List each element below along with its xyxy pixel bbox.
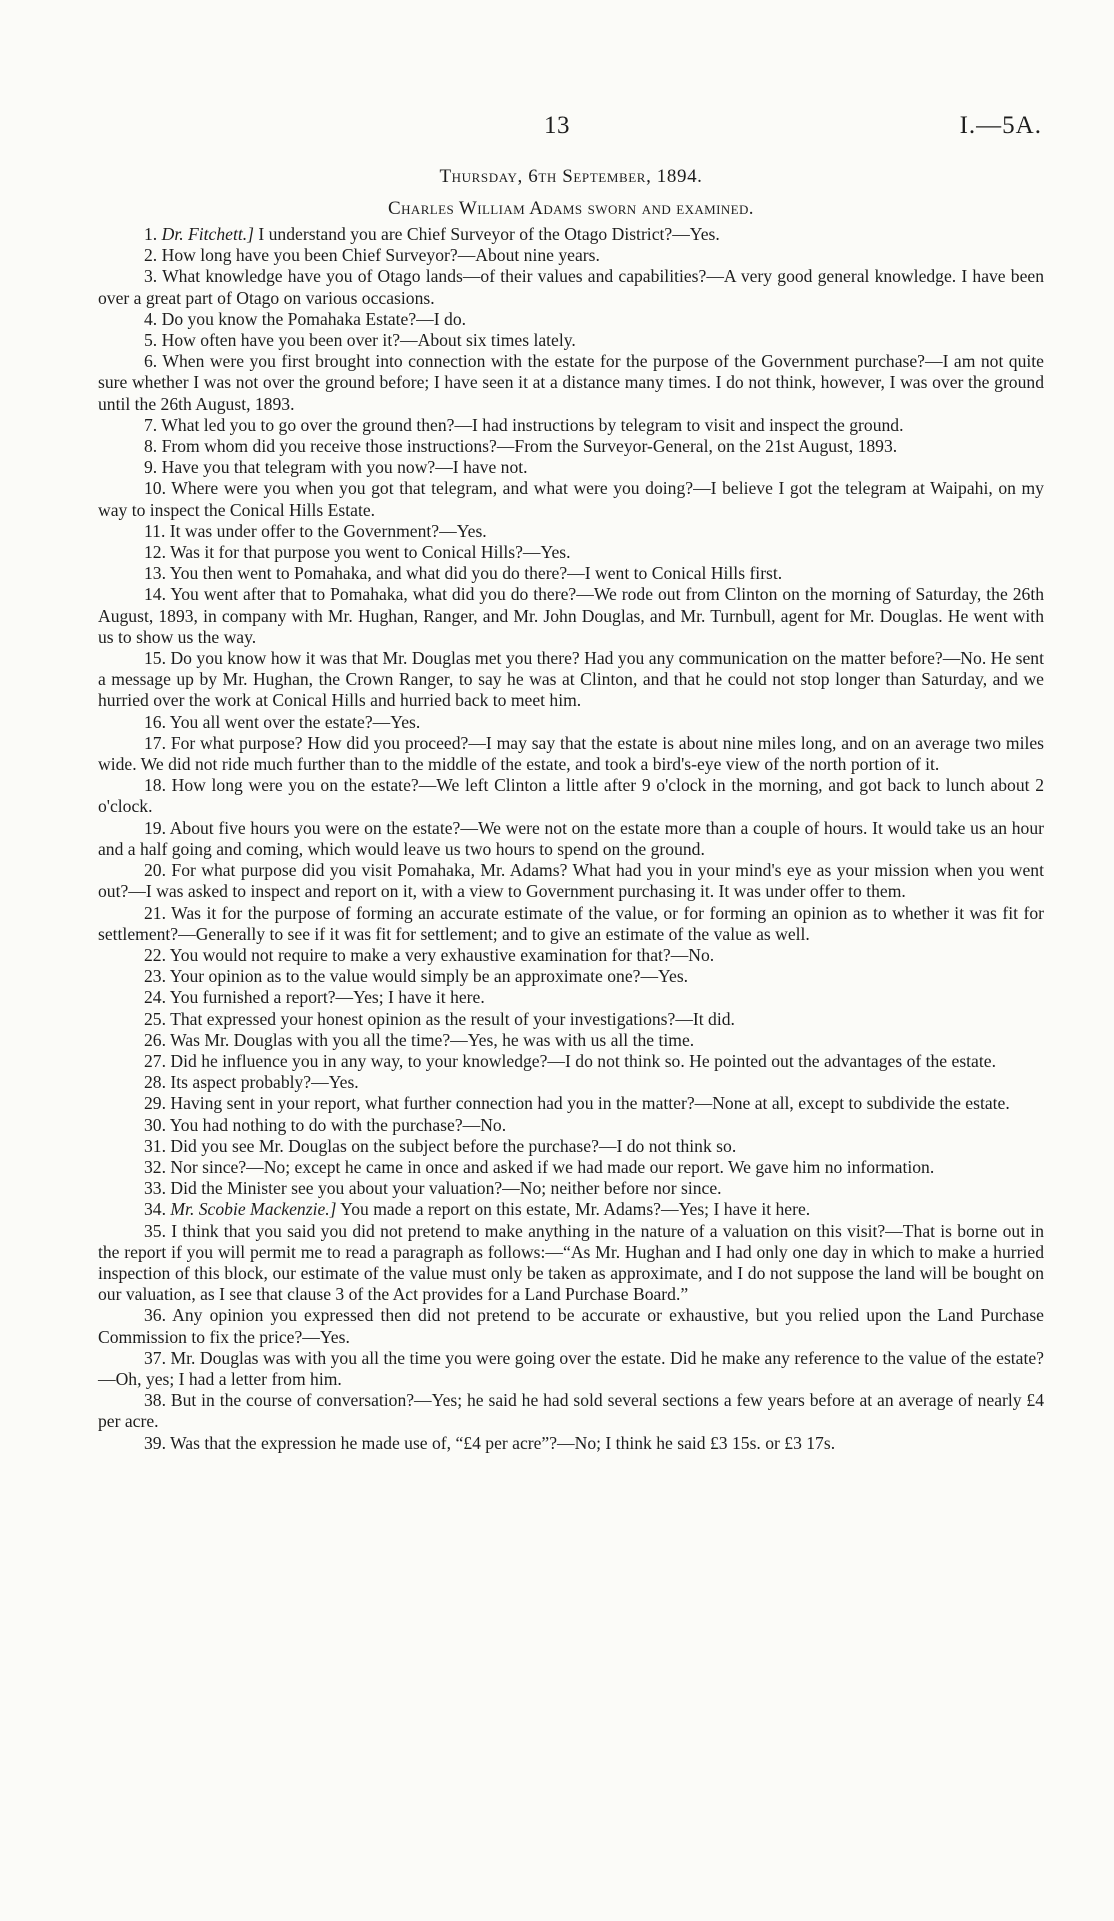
qa-paragraph xyxy=(98,457,1044,478)
qa-paragraph xyxy=(98,818,1044,860)
session-date-heading: Thursday, 6th September, 1894. xyxy=(439,166,703,187)
qa-paragraph xyxy=(98,330,1044,351)
qa-paragraph xyxy=(98,436,1044,457)
question-answer-text: You went after that to Pomahaka, what did you do there?—We rode out from Clinton on the morning of Saturday, the 26th August, 1893, in company with Mr. Hughan, Ranger, and Mr. John Douglas, and Mr. Turnbull, agent for Mr. Douglas. He went with us to show us the way. xyxy=(98,584,1045,647)
question-answer-text: Any opinion you expressed then did not pretend to be accurate or exhaustive, but you relied upon the Land Purchase Commission to fix the price?—Yes. xyxy=(98,1305,1044,1347)
qa-paragraph xyxy=(98,1051,1044,1072)
qa-paragraph xyxy=(98,584,1044,648)
qa-paragraph xyxy=(98,966,1044,987)
question-number: 2. xyxy=(144,245,158,266)
question-number: 31. xyxy=(144,1135,166,1156)
qa-paragraph xyxy=(98,224,1044,245)
question-answer-text: Mr. Douglas was with you all the time you were going over the estate. Did he make any reference to the value of the estate?—Oh, yes; I had a letter from him. xyxy=(98,1347,1044,1389)
qa-paragraph xyxy=(98,1115,1044,1136)
question-answer-text: For what purpose? How did you proceed?—I may say that the estate is about nine miles long, and on an average two miles wide. We did not ride much further than to the middle of the estate, and took a bird's-eye view of the north portion of it. xyxy=(98,732,1045,775)
question-number: 23. xyxy=(144,966,166,987)
qa-paragraph xyxy=(98,266,1044,308)
qa-paragraph xyxy=(98,1178,1044,1199)
question-answer-text: Was that the expression he made use of, “£4 per acre”?—No; I think he said £3 15s. or £3 17s. xyxy=(170,1432,836,1453)
question-answer-text: You furnished a report?—Yes; I have it here. xyxy=(169,987,485,1008)
question-answer-text: But in the course of conversation?—Yes; he said he had sold several sections a few years before at an average of nearly £4 per acre. xyxy=(98,1390,1045,1432)
question-number: 18. xyxy=(144,775,166,796)
question-answer-text: You all went over the estate?—Yes. xyxy=(169,711,421,732)
qa-paragraph xyxy=(98,903,1044,945)
document-reference: I.—5A. xyxy=(959,112,1042,139)
question-answer-text: What led you to go over the ground then?—I had instructions by telegram to visit and inspect the ground. xyxy=(161,414,904,435)
qa-paragraph xyxy=(98,309,1044,330)
question-number: 35. xyxy=(144,1220,166,1241)
question-answer-text: How often have you been over it?—About six times lately. xyxy=(161,330,576,351)
qa-paragraph xyxy=(98,1093,1044,1114)
question-answer-text: Nor since?—No; except he came in once and asked if we had made our report. We gave him no information. xyxy=(170,1156,935,1177)
question-answer-text: Did you see Mr. Douglas on the subject before the purchase?—I do not think so. xyxy=(170,1135,737,1156)
question-answer-text: Did the Minister see you about your valuation?—No; neither before nor since. xyxy=(170,1178,722,1199)
question-number: 24. xyxy=(144,987,166,1008)
qa-paragraph xyxy=(98,945,1044,966)
qa-paragraph xyxy=(98,1030,1044,1051)
qa-paragraph xyxy=(98,775,1044,817)
qa-paragraph xyxy=(98,1009,1044,1030)
question-number: 11. xyxy=(144,520,166,541)
question-number: 32. xyxy=(144,1156,166,1177)
qa-paragraph xyxy=(98,1072,1044,1093)
question-number: 27. xyxy=(144,1050,166,1071)
qa-paragraph xyxy=(98,245,1044,266)
examiner-name: Mr. Scobie Mackenzie.] xyxy=(170,1199,337,1220)
question-answer-text: How long were you on the estate?—We left Clinton a little after 9 o'clock in the morning, and got back to lunch about 2 o'clock. xyxy=(98,775,1044,817)
question-number: 7. xyxy=(144,414,158,435)
question-number: 33. xyxy=(144,1178,166,1199)
question-answer-text: When were you first brought into connection with the estate for the purpose of the Government purchase?—I am not quite sure whether I was not over the ground before; I have seen it at a distance many times. I do not think, however, I was over the ground until the 26th August, 1893. xyxy=(98,351,1044,414)
question-answer-text: Where were you when you got that telegram, and what were you doing?—I believe I got the telegram at Waipahi, on my way to inspect the Conical Hills Estate. xyxy=(98,478,1044,520)
question-answer-text: Did he influence you in any way, to your knowledge?—I do not think so. He pointed out the advantages of the estate. xyxy=(170,1050,996,1071)
question-number: 1. xyxy=(144,224,158,244)
qa-paragraph xyxy=(98,733,1044,775)
question-answer-text: Its aspect probably?—Yes. xyxy=(170,1072,359,1093)
examiner-name: Dr. Fitchett.] xyxy=(161,224,254,244)
qa-paragraph xyxy=(98,1136,1044,1157)
question-answer-text: Was Mr. Douglas with you all the time?—Yes, he was with us all the time. xyxy=(170,1029,695,1050)
question-answer-text: Was it for that purpose you went to Conical Hills?—Yes. xyxy=(170,542,571,563)
question-number: 15. xyxy=(144,648,166,669)
question-number: 29. xyxy=(144,1093,166,1114)
question-answer-text: How long have you been Chief Surveyor?—About nine years. xyxy=(161,245,600,266)
qa-paragraph xyxy=(98,478,1044,520)
question-number: 4. xyxy=(144,308,158,329)
question-answer-text: That expressed your honest opinion as the result of your investigations?—It did. xyxy=(170,1008,735,1029)
question-number: 13. xyxy=(144,563,166,584)
question-number: 12. xyxy=(144,542,166,563)
question-answer-text: Having sent in your report, what further connection had you in the matter?—None at all, except to subdivide the estate. xyxy=(170,1093,1010,1114)
question-answer-text: From whom did you receive those instructions?—From the Surveyor-General, on the 21st August, 1893. xyxy=(161,436,898,457)
question-number: 10. xyxy=(144,478,166,499)
question-number: 6. xyxy=(144,351,158,372)
question-number: 25. xyxy=(144,1008,166,1029)
question-number: 20. xyxy=(144,860,166,881)
qa-paragraph xyxy=(98,1390,1044,1432)
question-number: 19. xyxy=(144,817,166,838)
question-number: 37. xyxy=(144,1347,166,1368)
examination-transcript xyxy=(98,224,1044,1454)
question-answer-text: You made a report on this estate, Mr. Adams?—Yes; I have it here. xyxy=(340,1199,811,1220)
qa-paragraph xyxy=(98,563,1044,584)
question-answer-text: Was it for the purpose of forming an accurate estimate of the value, or for forming an opinion as to whether it was fit for settlement?—Generally to see if it was fit for settlement; and to give an estimate of the value as well. xyxy=(98,902,1044,944)
qa-paragraph xyxy=(98,987,1044,1008)
question-answer-text: What knowledge have you of Otago lands—of their values and capabilities?—A very good general knowledge. I have been over a great part of Otago on various occasions. xyxy=(98,266,1044,308)
question-number: 8. xyxy=(144,436,158,457)
question-number: 3. xyxy=(144,266,158,287)
question-number: 16. xyxy=(144,711,166,732)
question-answer-text: I think that you said you did not pretend to make anything in the nature of a valuation on this visit?—That is borne out in the report if you will permit me to read a paragraph as follows:—“As Mr. Hughan and I had only one day in which to make a hurried inspection of this block, our estimate of the value must only be taken as approximate, and I do not suppose the land will be bought on our valuation, as I see that clause 3 of the Act provides for a Land Purchase Board.” xyxy=(98,1220,1044,1305)
qa-paragraph xyxy=(98,1433,1044,1454)
qa-paragraph xyxy=(98,542,1044,563)
question-number: 9. xyxy=(144,457,158,478)
qa-paragraph xyxy=(98,351,1044,415)
qa-paragraph xyxy=(98,1199,1044,1220)
qa-paragraph xyxy=(98,648,1044,712)
question-number: 17. xyxy=(144,732,166,753)
qa-paragraph xyxy=(98,860,1044,902)
question-number: 30. xyxy=(144,1114,166,1135)
question-answer-text: You then went to Pomahaka, and what did you do there?—I went to Conical Hills first. xyxy=(169,563,783,584)
question-answer-text: About five hours you were on the estate?—We were not on the estate more than a couple of hours. It would take us an hour and a half going and coming, which would leave us two hours to spend on the ground. xyxy=(98,817,1044,859)
question-answer-text: I understand you are Chief Surveyor of the Otago District?—Yes. xyxy=(258,224,720,244)
qa-paragraph xyxy=(98,521,1044,542)
qa-paragraph xyxy=(98,1157,1044,1178)
question-number: 14. xyxy=(144,584,166,605)
question-answer-text: You had nothing to do with the purchase?—No. xyxy=(169,1114,507,1135)
question-number: 22. xyxy=(144,944,166,965)
question-number: 5. xyxy=(144,330,158,351)
witness-heading: Charles William Adams sworn and examined. xyxy=(388,198,754,219)
question-answer-text: Do you know how it was that Mr. Douglas met you there? Had you any communication on the matter before?—No. He sent a message up by Mr. Hughan, the Crown Ranger, to say he was at Clinton, and that he could not stop longer than Saturday, and we hurried over the work at Conical Hills and hurried back to meet him. xyxy=(98,648,1044,711)
question-answer-text: Do you know the Pomahaka Estate?—I do. xyxy=(161,308,467,329)
question-number: 28. xyxy=(144,1072,166,1093)
question-number: 38. xyxy=(144,1390,166,1411)
page-number: 13 xyxy=(544,112,570,139)
qa-paragraph xyxy=(98,1348,1044,1390)
question-answer-text: For what purpose did you visit Pomahaka, Mr. Adams? What had you in your mind's eye as your mission when you went out?—I was asked to inspect and report on it, with a view to Government purchasing it. It was under offer to them. xyxy=(98,860,1044,902)
question-number: 36. xyxy=(144,1305,166,1326)
qa-paragraph xyxy=(98,415,1044,436)
question-number: 26. xyxy=(144,1029,166,1050)
question-answer-text: Have you that telegram with you now?—I have not. xyxy=(161,457,528,478)
question-number: 39. xyxy=(144,1432,166,1453)
qa-paragraph xyxy=(98,712,1044,733)
question-answer-text: It was under offer to the Government?—Yes. xyxy=(169,520,487,541)
question-answer-text: Your opinion as to the value would simply be an approximate one?—Yes. xyxy=(169,966,689,987)
qa-paragraph xyxy=(98,1305,1044,1347)
question-number: 21. xyxy=(144,902,166,923)
question-answer-text: You would not require to make a very exhaustive examination for that?—No. xyxy=(169,944,715,965)
question-number: 34. xyxy=(144,1199,166,1220)
qa-paragraph xyxy=(98,1221,1044,1306)
